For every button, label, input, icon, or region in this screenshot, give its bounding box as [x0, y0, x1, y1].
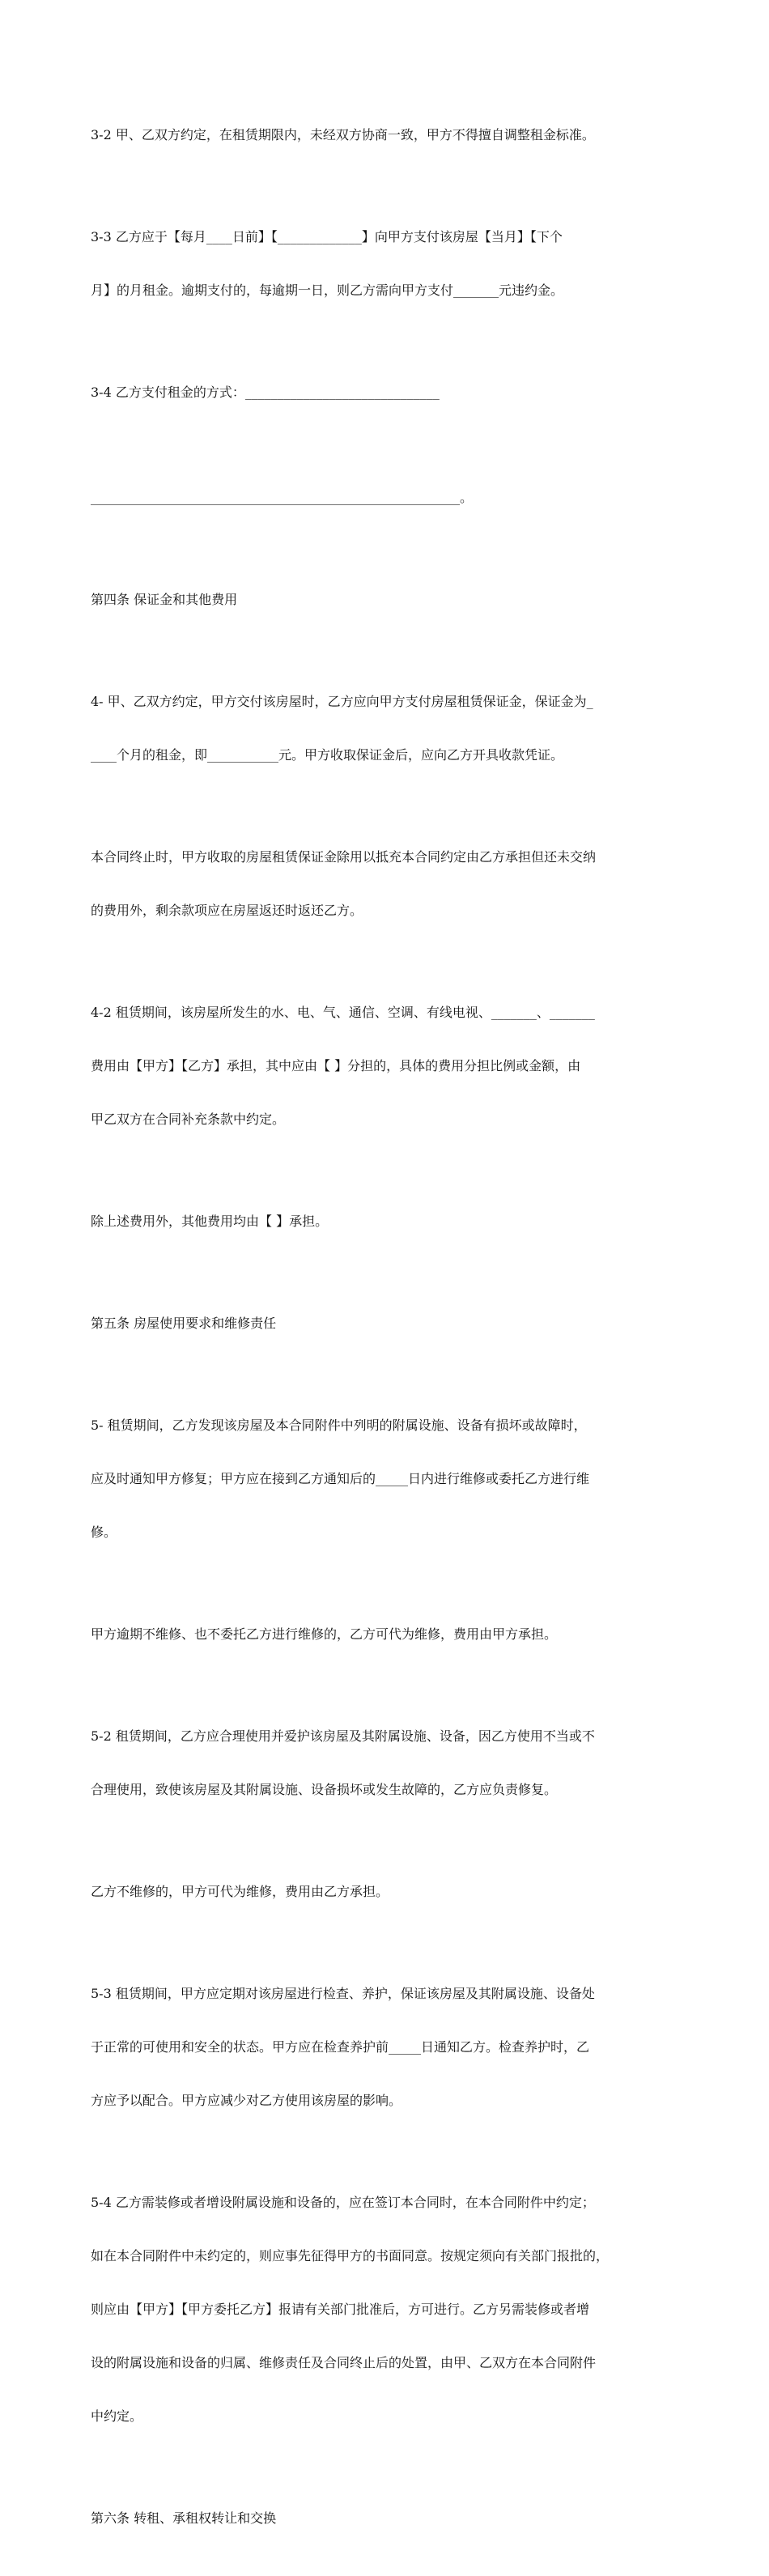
- text-line: 3-4 乙方支付租金的方式：______________________________: [91, 385, 440, 400]
- text-line: 月】的月租金。逾期支付的，每逾期一日，则乙方需向甲方支付_______元违约金。: [91, 283, 564, 298]
- section-title: 第六条 转租、承租权转让和交换: [91, 2510, 277, 2526]
- text-line: _________________________________________________________。: [91, 490, 474, 505]
- text-line: 如在本合同附件中未约定的，则应事先征得甲方的书面同意。按规定须向有关部门报批的，: [91, 2248, 610, 2264]
- text-line: 修。: [91, 1524, 117, 1540]
- section-title: 第五条 房屋使用要求和维修责任: [91, 1316, 277, 1331]
- text-line: 5-2 租赁期间，乙方应合理使用并爱护该房屋及其附属设施、设备，因乙方使用不当或不: [91, 1728, 595, 1744]
- document-page: [91, 91, 682, 2576]
- text-line: 费用由【甲方】【乙方】承担，其中应由【 】分担的，具体的费用分担比例或金额，由: [91, 1058, 581, 1073]
- text-line: 甲方逾期不维修、也不委托乙方进行维修的，乙方可代为维修，费用由甲方承担。: [91, 1626, 558, 1642]
- text-line: 4-2 租赁期间，该房屋所发生的水、电、气、通信、空调、有线电视、_______、_______: [91, 1005, 595, 1020]
- clause-3-4-continuation: [91, 453, 682, 542]
- text-line: 3-2 甲、乙双方约定，在租赁期限内，未经双方协商一致，甲方不得擅自调整租金标准。: [91, 127, 595, 142]
- section-title: 第四条 保证金和其他费用: [91, 592, 238, 607]
- clause-3-4: [91, 348, 682, 437]
- text-line: ____个月的租金，即___________元。甲方收取保证金后，应向乙方开具收款凭证。: [91, 747, 564, 763]
- clause-5-2-no-repair: [91, 1847, 682, 1936]
- text-line: 甲乙双方在合同补充条款中约定。: [91, 1112, 286, 1127]
- clause-5-4: [91, 2158, 682, 2461]
- text-line: 5-4 乙方需装修或者增设附属设施和设备的，应在签订本合同时，在本合同附件中约定；: [91, 2195, 595, 2210]
- text-line: 合理使用，致使该房屋及其附属设施、设备损坏或发生故障的，乙方应负责修复。: [91, 1782, 558, 1797]
- clause-4-2: [91, 968, 682, 1164]
- clause-5-1-overdue: [91, 1590, 682, 1679]
- text-line: 除上述费用外，其他费用均由【 】承担。: [91, 1214, 329, 1229]
- text-line: 5- 租赁期间，乙方发现该房屋及本合同附件中列明的附属设施、设备有损坏或故障时，: [91, 1418, 587, 1433]
- clause-5-3: [91, 1949, 682, 2145]
- text-line: 应及时通知甲方修复；甲方应在接到乙方通知后的_____日内进行维修或委托乙方进行维: [91, 1471, 590, 1486]
- text-line: 设的附属设施和设备的归属、维修责任及合同终止后的处置，由甲、乙双方在本合同附件: [91, 2355, 597, 2370]
- clause-4-2-other-fees: [91, 1177, 682, 1266]
- text-line: 中约定。: [91, 2408, 143, 2424]
- text-line: 乙方不维修的，甲方可代为维修，费用由乙方承担。: [91, 1884, 389, 1899]
- clause-3-2: [91, 91, 682, 180]
- text-line: 3-3 乙方应于【每月____日前】【_____________】向甲方支付该房屋【当月】【下个: [91, 229, 563, 244]
- clause-3-3: [91, 193, 682, 335]
- text-line: 的费用外，剩余款项应在房屋返还时返还乙方。: [91, 903, 363, 918]
- clause-4-1: [91, 657, 682, 800]
- section-heading-4: [91, 555, 682, 644]
- text-line: 于正常的可使用和安全的状态。甲方应在检查养护前_____日通知乙方。检查养护时，乙: [91, 2039, 590, 2055]
- text-line: 方应予以配合。甲方应减少对乙方使用该房屋的影响。: [91, 2093, 402, 2108]
- text-line: 则应由【甲方】【甲方委托乙方】报请有关部门批准后，方可进行。乙方另需装修或者增: [91, 2302, 590, 2317]
- text-line: 5-3 租赁期间，甲方应定期对该房屋进行检查、养护，保证该房屋及其附属设施、设备处: [91, 1986, 595, 2001]
- clause-5-2: [91, 1692, 682, 1834]
- text-line: 本合同终止时，甲方收取的房屋租赁保证金除用以抵充本合同约定由乙方承担但还未交纳: [91, 849, 597, 865]
- section-heading-5: [91, 1279, 682, 1368]
- text-line: 4- 甲、乙双方约定，甲方交付该房屋时，乙方应向甲方支付房屋租赁保证金，保证金为_: [91, 694, 593, 709]
- clause-5-1: [91, 1381, 682, 1577]
- clause-4-1-termination: [91, 813, 682, 955]
- section-heading-6: [91, 2474, 682, 2563]
